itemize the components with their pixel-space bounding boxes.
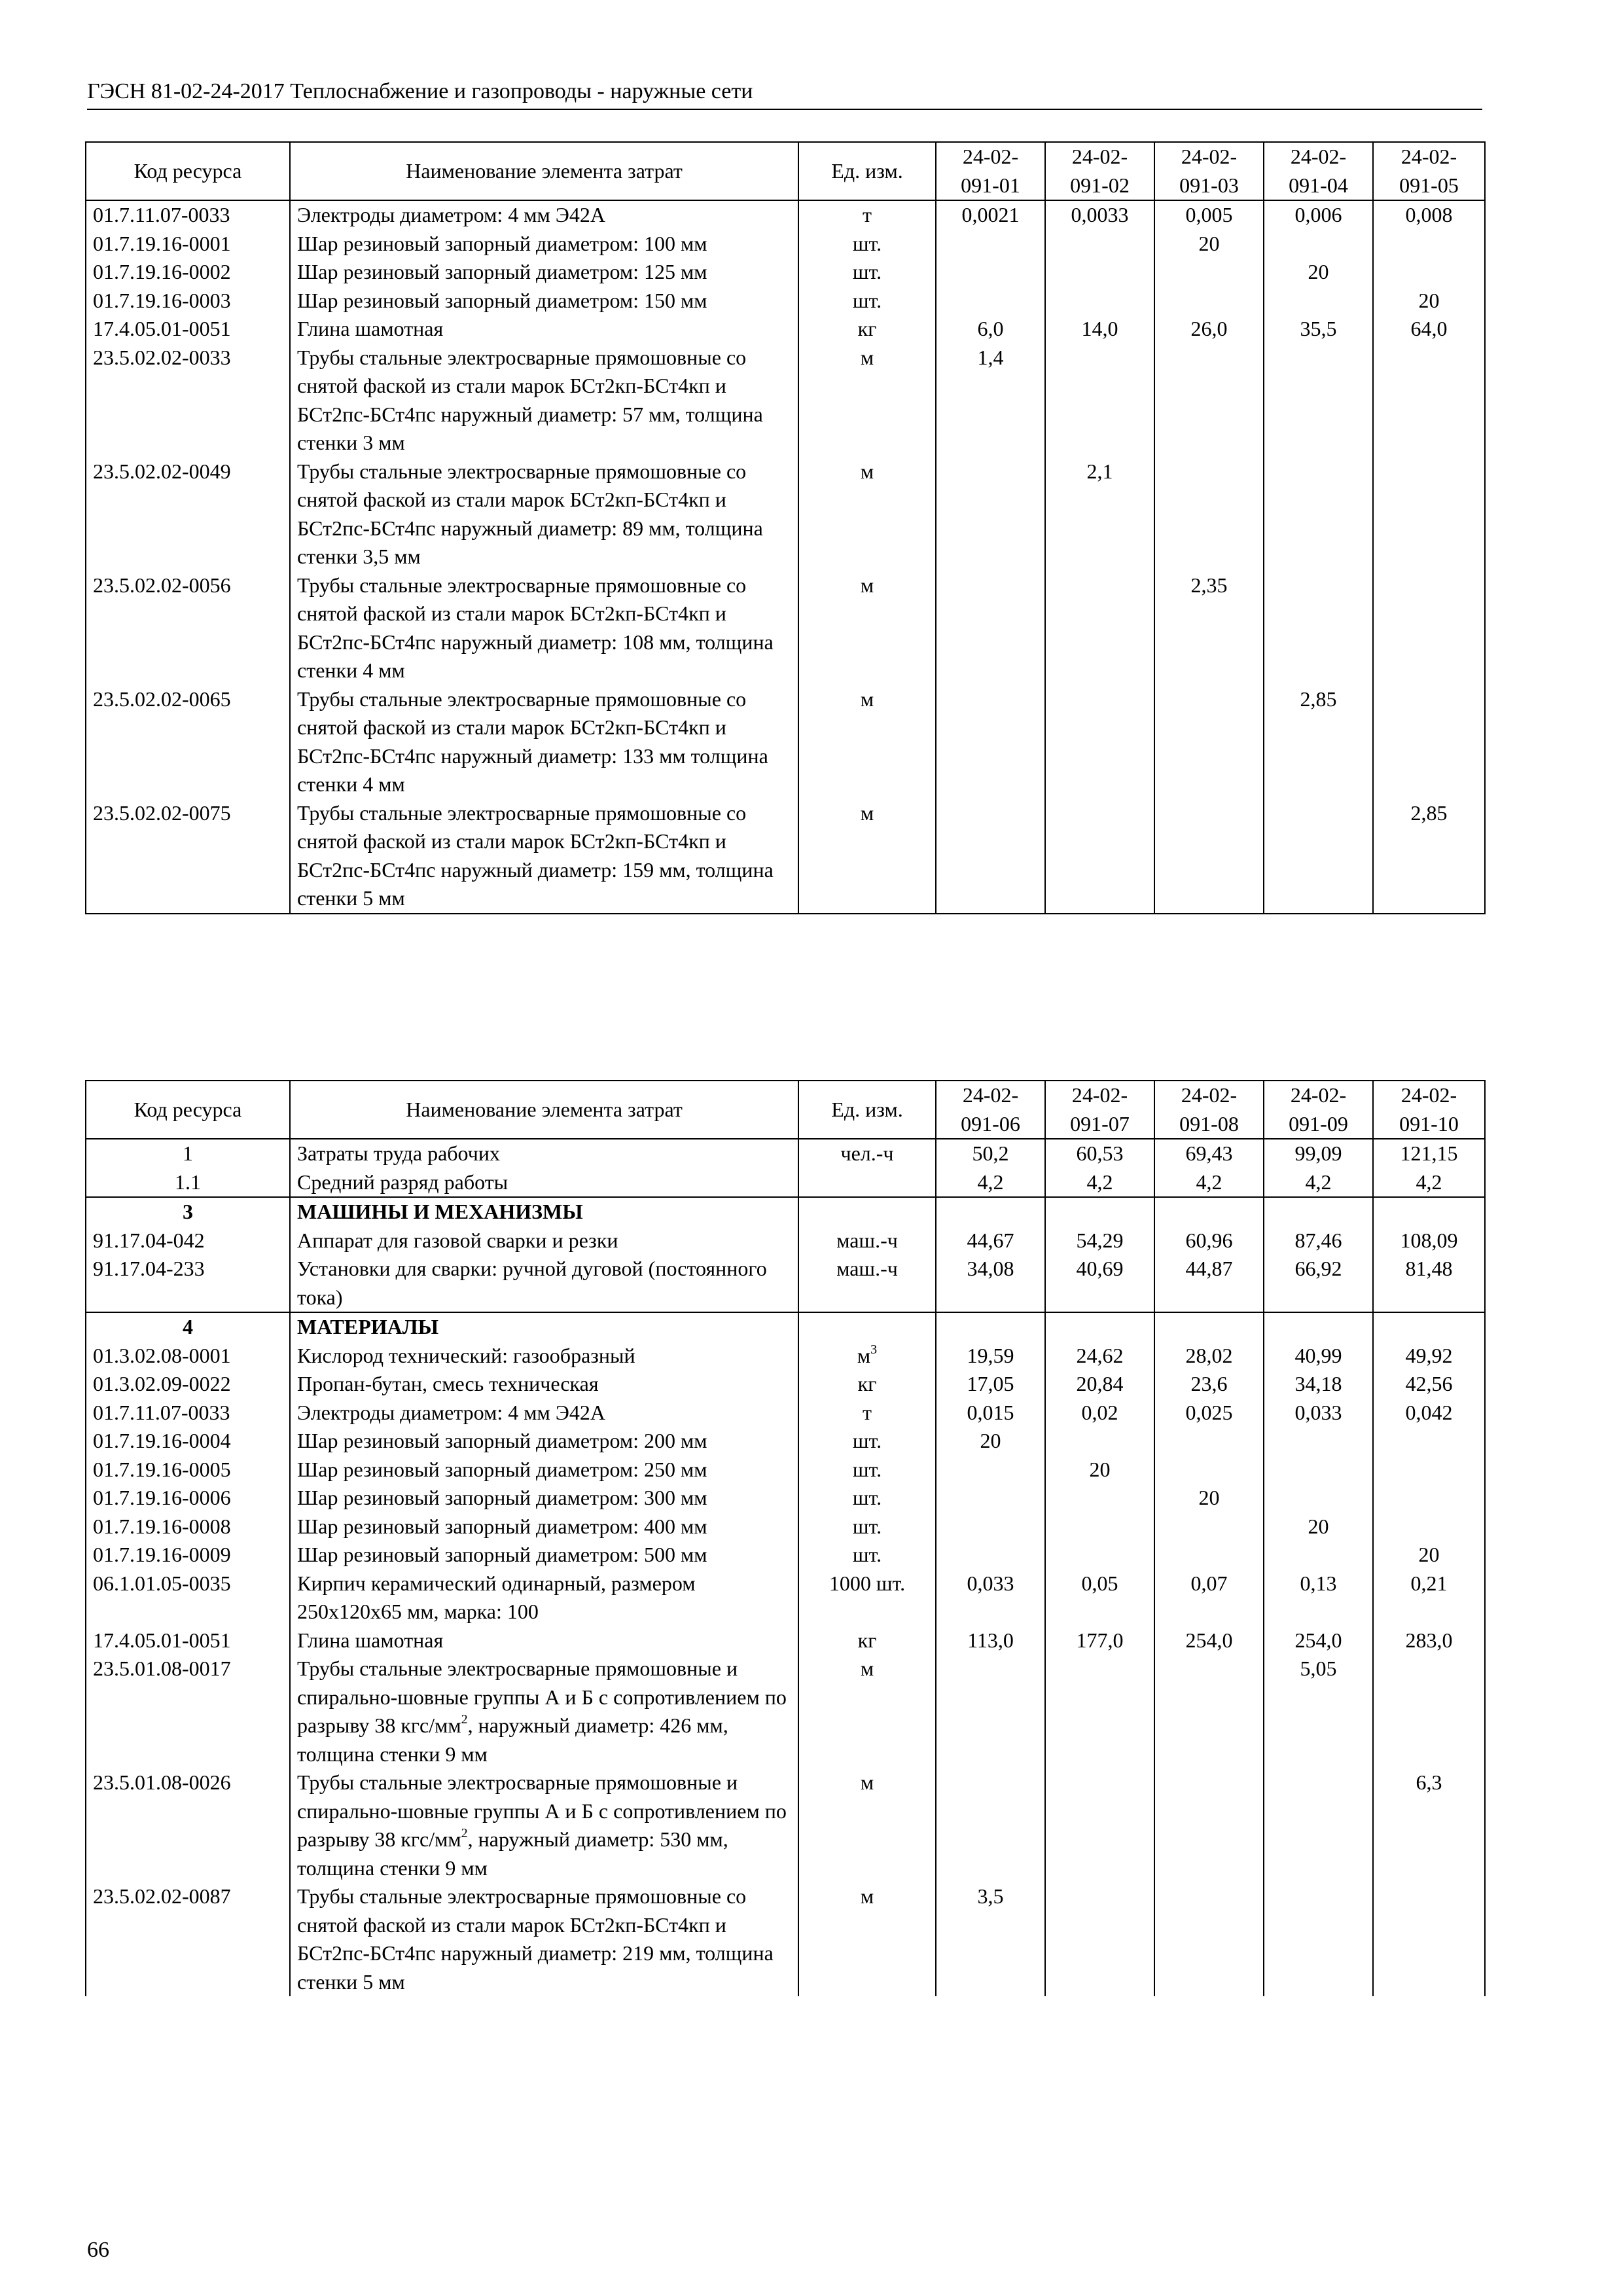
resource-name: Аппарат для газовой сварки и резки <box>290 1227 798 1255</box>
table-row <box>86 344 1485 457</box>
norm-value <box>936 1456 1045 1484</box>
norm-value <box>1154 258 1264 287</box>
table-row <box>86 1882 1485 1996</box>
resource-code: 17.4.05.01-0051 <box>86 1626 290 1655</box>
resource-unit: м <box>798 1768 936 1882</box>
section-row-materials <box>86 1312 1485 1342</box>
table-row <box>86 1255 1485 1312</box>
resource-code: 91.17.04-042 <box>86 1227 290 1255</box>
table-row <box>86 1342 1485 1371</box>
norm-value: 50,2 <box>936 1139 1045 1168</box>
resource-name: Шар резиновый запорный диаметром: 125 мм <box>290 258 798 287</box>
norm-value: 0,006 <box>1264 200 1373 230</box>
norm-value: 1,4 <box>936 344 1045 457</box>
norm-value <box>936 1484 1045 1513</box>
norm-value <box>1264 1882 1373 1996</box>
empty-cell <box>936 1312 1045 1342</box>
norm-value <box>1373 1456 1485 1484</box>
empty-cell <box>798 1197 936 1227</box>
resource-code: 01.7.19.16-0009 <box>86 1541 290 1570</box>
norm-value <box>1045 799 1154 914</box>
norm-value: 4,2 <box>1373 1168 1485 1198</box>
empty-cell <box>1045 1197 1154 1227</box>
norm-value: 20 <box>1264 258 1373 287</box>
empty-cell <box>936 1197 1045 1227</box>
resource-code: 01.7.19.16-0005 <box>86 1456 290 1484</box>
norm-value <box>1154 1768 1264 1882</box>
resource-unit: шт. <box>798 1456 936 1484</box>
table-row <box>86 1513 1485 1541</box>
resource-name <box>290 1655 798 1768</box>
resource-unit: чел.-ч <box>798 1139 936 1168</box>
norm-value <box>1264 571 1373 685</box>
resource-unit: т <box>798 200 936 230</box>
norm-value: 34,08 <box>936 1255 1045 1312</box>
norm-value <box>1264 799 1373 914</box>
table-1-body <box>86 200 1485 914</box>
norm-value <box>1373 1513 1485 1541</box>
norm-value <box>1373 1484 1485 1513</box>
resource-name: Трубы стальные электросварные прямошовные со снятой фаской из стали марок БСт2кп-БСт4кп и БСт2пс-БСт4пс наружный диаметр: 108 мм, толщина стенки 4 мм <box>290 571 798 685</box>
norm-value <box>1154 457 1264 571</box>
resource-unit <box>798 1168 936 1198</box>
norm-value: 14,0 <box>1045 315 1154 344</box>
column-header-unit: Ед. изм. <box>798 142 936 200</box>
resource-code: 23.5.02.02-0049 <box>86 457 290 571</box>
table-row <box>86 1768 1485 1882</box>
resource-unit: 1000 шт. <box>798 1570 936 1626</box>
table-row <box>86 571 1485 685</box>
norm-value: 20 <box>1154 1484 1264 1513</box>
norm-value <box>1154 1882 1264 1996</box>
norm-value <box>1264 1768 1373 1882</box>
norm-value: 5,05 <box>1264 1655 1373 1768</box>
superscript: 2 <box>461 1712 468 1727</box>
resource-name: Трубы стальные электросварные прямошовные со снятой фаской из стали марок БСт2кп-БСт4кп и БСт2пс-БСт4пс наружный диаметр: 219 мм, толщина стенки 5 мм <box>290 1882 798 1996</box>
resource-name: Шар резиновый запорный диаметром: 400 мм <box>290 1513 798 1541</box>
column-header-norm: 24-02- 091-02 <box>1045 142 1154 200</box>
column-header-name: Наименование элемента затрат <box>290 142 798 200</box>
resource-name: Трубы стальные электросварные прямошовные со снятой фаской из стали марок БСт2кп-БСт4кп и БСт2пс-БСт4пс наружный диаметр: 89 мм, толщина стенки 3,5 мм <box>290 457 798 571</box>
table-row <box>86 1655 1485 1768</box>
table-row <box>86 315 1485 344</box>
norm-value <box>1045 344 1154 457</box>
resource-table-1 <box>85 141 1486 914</box>
resource-unit: шт. <box>798 1427 936 1456</box>
norm-value <box>1045 1541 1154 1570</box>
unit-text: м <box>857 1343 871 1367</box>
resource-name: Шар резиновый запорный диаметром: 500 мм <box>290 1541 798 1570</box>
resource-code: 23.5.02.02-0075 <box>86 799 290 914</box>
resource-name: Шар резиновый запорный диаметром: 100 мм <box>290 230 798 259</box>
column-header-norm: 24-02- 091-05 <box>1373 142 1485 200</box>
norm-value <box>1045 1427 1154 1456</box>
table-row <box>86 1227 1485 1255</box>
norm-value: 4,2 <box>1045 1168 1154 1198</box>
resource-unit: кг <box>798 315 936 344</box>
column-header-code: Код ресурса <box>86 142 290 200</box>
resource-name: Электроды диаметром: 4 мм Э42А <box>290 1399 798 1427</box>
norm-value: 34,18 <box>1264 1370 1373 1399</box>
norm-value <box>1373 344 1485 457</box>
norm-value <box>936 230 1045 259</box>
norm-value: 4,2 <box>1154 1168 1264 1198</box>
resource-unit: шт. <box>798 1541 936 1570</box>
norm-value: 0,05 <box>1045 1570 1154 1626</box>
table-row <box>86 457 1485 571</box>
resource-code: 01.7.19.16-0002 <box>86 258 290 287</box>
resource-code: 01.7.19.16-0004 <box>86 1427 290 1456</box>
norm-value: 108,09 <box>1373 1227 1485 1255</box>
norm-value <box>1045 230 1154 259</box>
norm-value: 3,5 <box>936 1882 1045 1996</box>
resource-code: 23.5.02.02-0033 <box>86 344 290 457</box>
norm-value <box>1045 1768 1154 1882</box>
norm-value: 6,0 <box>936 315 1045 344</box>
norm-value <box>1264 1456 1373 1484</box>
resource-code: 91.17.04-233 <box>86 1255 290 1312</box>
norm-value <box>1045 1655 1154 1768</box>
norm-value: 20 <box>1045 1456 1154 1484</box>
table-2-body <box>86 1139 1485 1996</box>
column-header-name: Наименование элемента затрат <box>290 1081 798 1139</box>
norm-value: 0,0021 <box>936 200 1045 230</box>
norm-value: 0,02 <box>1045 1399 1154 1427</box>
resource-name: Установки для сварки: ручной дуговой (постоянного тока) <box>290 1255 798 1312</box>
norm-value <box>936 571 1045 685</box>
norm-value <box>1045 1513 1154 1541</box>
resource-unit: шт. <box>798 1484 936 1513</box>
table-row <box>86 1570 1485 1626</box>
resource-table-2 <box>85 1080 1486 1996</box>
resource-unit: маш.-ч <box>798 1255 936 1312</box>
norm-value: 2,85 <box>1373 799 1485 914</box>
resource-unit: шт. <box>798 287 936 315</box>
norm-value <box>936 799 1045 914</box>
norm-value: 28,02 <box>1154 1342 1264 1371</box>
norm-value <box>936 1655 1045 1768</box>
norm-value <box>936 457 1045 571</box>
norm-value: 44,67 <box>936 1227 1045 1255</box>
resource-unit: м <box>798 1882 936 1996</box>
norm-value: 2,1 <box>1045 457 1154 571</box>
table-row <box>86 799 1485 914</box>
norm-value: 20 <box>1373 1541 1485 1570</box>
empty-cell <box>1045 1312 1154 1342</box>
norm-value: 0,042 <box>1373 1399 1485 1427</box>
table-row <box>86 1399 1485 1427</box>
table-row-labor <box>86 1139 1485 1168</box>
resource-name: Средний разряд работы <box>290 1168 798 1198</box>
resource-unit: маш.-ч <box>798 1227 936 1255</box>
resource-name: Шар резиновый запорный диаметром: 200 мм <box>290 1427 798 1456</box>
column-header-norm: 24-02- 091-08 <box>1154 1081 1264 1139</box>
table-row <box>86 1370 1485 1399</box>
norm-value: 60,96 <box>1154 1227 1264 1255</box>
resource-code: 1 <box>86 1139 290 1168</box>
norm-value: 0,008 <box>1373 200 1485 230</box>
superscript: 2 <box>461 1826 468 1841</box>
norm-value <box>1264 1427 1373 1456</box>
resource-code: 01.7.19.16-0001 <box>86 230 290 259</box>
table-row <box>86 1541 1485 1570</box>
norm-value <box>1154 1456 1264 1484</box>
resource-name: Трубы стальные электросварные прямошовные со снятой фаской из стали марок БСт2кп-БСт4кп и БСт2пс-БСт4пс наружный диаметр: 57 мм, толщина стенки 3 мм <box>290 344 798 457</box>
resource-code: 1.1 <box>86 1168 290 1198</box>
norm-value: 35,5 <box>1264 315 1373 344</box>
column-header-norm: 24-02- 091-06 <box>936 1081 1045 1139</box>
column-header-norm: 24-02- 091-09 <box>1264 1081 1373 1139</box>
norm-value: 40,69 <box>1045 1255 1154 1312</box>
resource-code: 17.4.05.01-0051 <box>86 315 290 344</box>
resource-code: 23.5.02.02-0056 <box>86 571 290 685</box>
document-header-title: ГЭСН 81-02-24-2017 Теплоснабжение и газопроводы - наружные сети <box>87 79 753 103</box>
norm-value <box>1264 1541 1373 1570</box>
norm-value: 0,0033 <box>1045 200 1154 230</box>
norm-value <box>1154 1541 1264 1570</box>
resource-code: 23.5.02.02-0065 <box>86 685 290 799</box>
column-header-norm: 24-02- 091-03 <box>1154 142 1264 200</box>
resource-name: Электроды диаметром: 4 мм Э42А <box>290 200 798 230</box>
resource-code: 23.5.01.08-0017 <box>86 1655 290 1768</box>
norm-value <box>1264 287 1373 315</box>
norm-value: 20 <box>936 1427 1045 1456</box>
norm-value <box>1045 258 1154 287</box>
norm-value: 0,025 <box>1154 1399 1264 1427</box>
table-row <box>86 1626 1485 1655</box>
table-row <box>86 200 1485 230</box>
norm-value: 0,033 <box>936 1570 1045 1626</box>
resource-name: Трубы стальные электросварные прямошовные со снятой фаской из стали марок БСт2кп-БСт4кп и БСт2пс-БСт4пс наружный диаметр: 159 мм, толщина стенки 5 мм <box>290 799 798 914</box>
norm-value <box>1264 230 1373 259</box>
empty-cell <box>1373 1312 1485 1342</box>
norm-value <box>1154 685 1264 799</box>
section-row-machines <box>86 1197 1485 1227</box>
norm-value: 0,07 <box>1154 1570 1264 1626</box>
norm-value: 254,0 <box>1154 1626 1264 1655</box>
norm-value: 26,0 <box>1154 315 1264 344</box>
norm-value: 20 <box>1373 287 1485 315</box>
norm-value: 66,92 <box>1264 1255 1373 1312</box>
resource-code: 01.3.02.09-0022 <box>86 1370 290 1399</box>
resource-code: 01.7.19.16-0008 <box>86 1513 290 1541</box>
norm-value: 44,87 <box>1154 1255 1264 1312</box>
resource-unit: м <box>798 1655 936 1768</box>
empty-cell <box>1154 1312 1264 1342</box>
norm-value <box>936 1513 1045 1541</box>
resource-name-text: , наружный диаметр: 530 мм, толщина стенки 9 мм <box>297 1827 728 1880</box>
resource-code: 01.7.19.16-0003 <box>86 287 290 315</box>
norm-value <box>1373 571 1485 685</box>
norm-value: 113,0 <box>936 1626 1045 1655</box>
empty-cell <box>1373 1197 1485 1227</box>
resource-unit: м <box>798 571 936 685</box>
resource-code: 23.5.02.02-0087 <box>86 1882 290 1996</box>
norm-value <box>1373 258 1485 287</box>
empty-cell <box>798 1312 936 1342</box>
norm-value: 20 <box>1154 230 1264 259</box>
column-header-norm: 24-02- 091-01 <box>936 142 1045 200</box>
resource-name: Кислород технический: газообразный <box>290 1342 798 1371</box>
norm-value <box>1264 457 1373 571</box>
norm-value: 0,015 <box>936 1399 1045 1427</box>
norm-value <box>936 258 1045 287</box>
header-divider <box>87 109 1482 110</box>
norm-value: 99,09 <box>1264 1139 1373 1168</box>
norm-value <box>936 287 1045 315</box>
resource-name: Глина шамотная <box>290 1626 798 1655</box>
table-row <box>86 685 1485 799</box>
resource-name: Пропан-бутан, смесь техническая <box>290 1370 798 1399</box>
norm-value <box>1373 1655 1485 1768</box>
resource-unit: м <box>798 685 936 799</box>
norm-value <box>1264 344 1373 457</box>
norm-value: 0,033 <box>1264 1399 1373 1427</box>
norm-value <box>1045 571 1154 685</box>
resource-unit: кг <box>798 1626 936 1655</box>
column-header-norm: 24-02- 091-10 <box>1373 1081 1485 1139</box>
table-row-grade <box>86 1168 1485 1198</box>
norm-value <box>936 1768 1045 1882</box>
resource-unit: м <box>798 344 936 457</box>
norm-value: 2,85 <box>1264 685 1373 799</box>
norm-value: 20,84 <box>1045 1370 1154 1399</box>
resource-code: 01.7.19.16-0006 <box>86 1484 290 1513</box>
norm-value <box>1264 1484 1373 1513</box>
norm-value <box>1154 1513 1264 1541</box>
norm-value <box>1373 1882 1485 1996</box>
norm-value: 2,35 <box>1154 571 1264 685</box>
norm-value <box>1154 799 1264 914</box>
resource-code: 06.1.01.05-0035 <box>86 1570 290 1626</box>
norm-value: 0,21 <box>1373 1570 1485 1626</box>
norm-value: 40,99 <box>1264 1342 1373 1371</box>
norm-value: 0,13 <box>1264 1570 1373 1626</box>
resource-unit: шт. <box>798 258 936 287</box>
resource-name: Затраты труда рабочих <box>290 1139 798 1168</box>
section-title: МАТЕРИАЛЫ <box>290 1312 798 1342</box>
norm-value: 49,92 <box>1373 1342 1485 1371</box>
table-row <box>86 230 1485 259</box>
resource-name: Шар резиновый запорный диаметром: 300 мм <box>290 1484 798 1513</box>
table-header-row <box>86 142 1485 200</box>
table-header-row <box>86 1081 1485 1139</box>
norm-value: 0,005 <box>1154 200 1264 230</box>
resource-name: Кирпич керамический одинарный, размером 250х120х65 мм, марка: 100 <box>290 1570 798 1626</box>
resource-unit: кг <box>798 1370 936 1399</box>
resource-unit: т <box>798 1399 936 1427</box>
resource-name: Трубы стальные электросварные прямошовные со снятой фаской из стали марок БСт2кп-БСт4кп и БСт2пс-БСт4пс наружный диаметр: 133 мм толщина стенки 4 мм <box>290 685 798 799</box>
norm-value: 60,53 <box>1045 1139 1154 1168</box>
norm-value: 20 <box>1264 1513 1373 1541</box>
resource-name: Шар резиновый запорный диаметром: 150 мм <box>290 287 798 315</box>
resource-name <box>290 1768 798 1882</box>
norm-value <box>1373 685 1485 799</box>
norm-value: 87,46 <box>1264 1227 1373 1255</box>
table-row <box>86 1427 1485 1456</box>
resource-name: Глина шамотная <box>290 315 798 344</box>
table-row <box>86 287 1485 315</box>
resource-name-text: Трубы стальные электросварные прямошовные и спирально-шовные группы А и Б с сопротивлением по разрыву 38 кгс/мм <box>297 1770 787 1851</box>
norm-value <box>1045 1882 1154 1996</box>
norm-value: 254,0 <box>1264 1626 1373 1655</box>
norm-value: 177,0 <box>1045 1626 1154 1655</box>
norm-value: 81,48 <box>1373 1255 1485 1312</box>
norm-value <box>1154 344 1264 457</box>
norm-value: 4,2 <box>1264 1168 1373 1198</box>
resource-name-text: Трубы стальные электросварные прямошовные и спирально-шовные группы А и Б с сопротивлением по разрыву 38 кгс/мм <box>297 1657 787 1737</box>
norm-value: 121,15 <box>1373 1139 1485 1168</box>
resource-code: 01.3.02.08-0001 <box>86 1342 290 1371</box>
section-code: 3 <box>86 1197 290 1227</box>
norm-value: 6,3 <box>1373 1768 1485 1882</box>
table-row <box>86 1484 1485 1513</box>
norm-value <box>1045 685 1154 799</box>
resource-name: Шар резиновый запорный диаметром: 250 мм <box>290 1456 798 1484</box>
empty-cell <box>1264 1197 1373 1227</box>
resource-name-text: , наружный диаметр: 426 мм, толщина стенки 9 мм <box>297 1713 728 1766</box>
norm-value: 17,05 <box>936 1370 1045 1399</box>
norm-value <box>1373 1427 1485 1456</box>
norm-value <box>936 685 1045 799</box>
page-number: 66 <box>87 2238 109 2262</box>
norm-value <box>1045 287 1154 315</box>
norm-value: 4,2 <box>936 1168 1045 1198</box>
norm-value <box>1154 287 1264 315</box>
table-row <box>86 258 1485 287</box>
section-code: 4 <box>86 1312 290 1342</box>
norm-value <box>936 1541 1045 1570</box>
norm-value: 283,0 <box>1373 1626 1485 1655</box>
empty-cell <box>1264 1312 1373 1342</box>
norm-value <box>1373 457 1485 571</box>
norm-value: 23,6 <box>1154 1370 1264 1399</box>
resource-code: 01.7.11.07-0033 <box>86 200 290 230</box>
column-header-norm: 24-02- 091-04 <box>1264 142 1373 200</box>
resource-unit: шт. <box>798 1513 936 1541</box>
section-title: МАШИНЫ И МЕХАНИЗМЫ <box>290 1197 798 1227</box>
column-header-norm: 24-02- 091-07 <box>1045 1081 1154 1139</box>
norm-value <box>1154 1427 1264 1456</box>
superscript: 3 <box>870 1342 878 1357</box>
norm-value <box>1373 230 1485 259</box>
norm-value: 19,59 <box>936 1342 1045 1371</box>
resource-code: 01.7.11.07-0033 <box>86 1399 290 1427</box>
resource-unit: м <box>798 457 936 571</box>
norm-value: 42,56 <box>1373 1370 1485 1399</box>
norm-value: 54,29 <box>1045 1227 1154 1255</box>
resource-unit: шт. <box>798 230 936 259</box>
norm-value: 69,43 <box>1154 1139 1264 1168</box>
resource-code: 23.5.01.08-0026 <box>86 1768 290 1882</box>
table-row <box>86 1456 1485 1484</box>
resource-unit <box>798 1342 936 1371</box>
norm-value: 64,0 <box>1373 315 1485 344</box>
empty-cell <box>1154 1197 1264 1227</box>
norm-value <box>1045 1484 1154 1513</box>
column-header-unit: Ед. изм. <box>798 1081 936 1139</box>
norm-value: 24,62 <box>1045 1342 1154 1371</box>
resource-unit: м <box>798 799 936 914</box>
column-header-code: Код ресурса <box>86 1081 290 1139</box>
norm-value <box>1154 1655 1264 1768</box>
